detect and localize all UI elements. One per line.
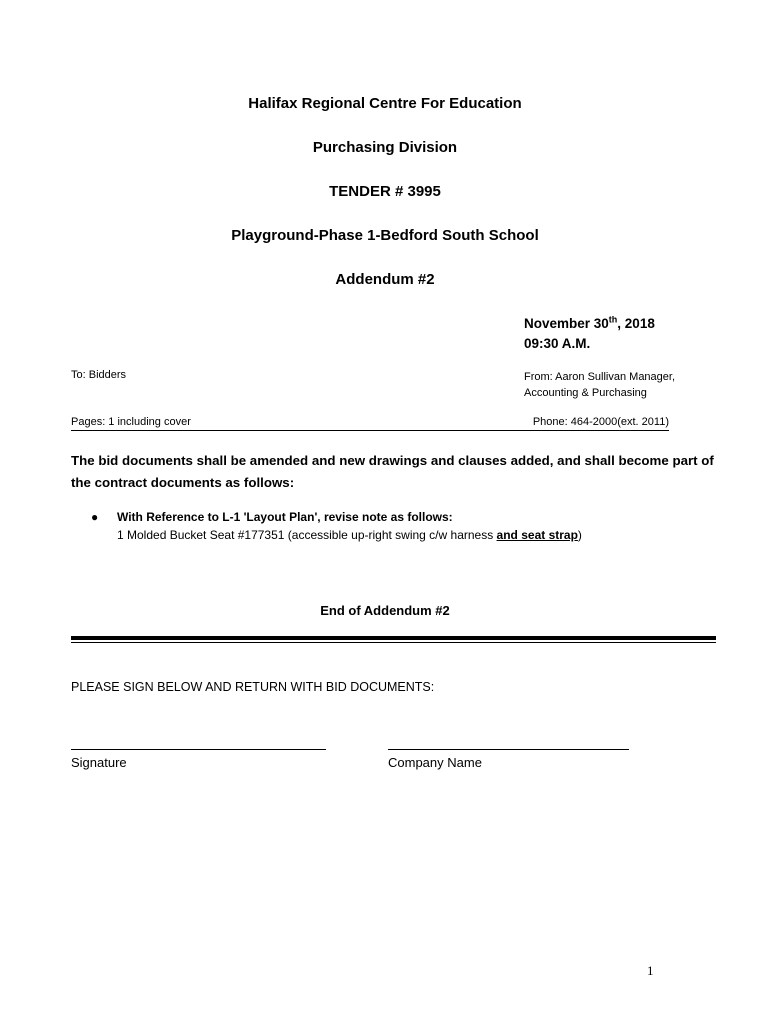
sign-instruction: PLEASE SIGN BELOW AND RETURN WITH BID DOCUMENTS: bbox=[71, 680, 435, 694]
intro-paragraph: The bid documents shall be amended and new drawings and clauses added, and shall become part of the contract documents as follows: bbox=[71, 453, 714, 490]
phone-number: Phone: 464-2000(ext. 2011) bbox=[532, 416, 669, 428]
signature-label: Signature bbox=[71, 755, 127, 770]
divider-thick bbox=[71, 636, 716, 640]
pages-phone-row bbox=[71, 416, 669, 431]
date-line bbox=[524, 314, 655, 334]
date-year: , 2018 bbox=[617, 316, 655, 331]
date-prefix: November 30 bbox=[524, 316, 609, 331]
from-line-2: Accounting & Purchasing bbox=[524, 387, 647, 399]
amendment-title: With Reference to L-1 'Layout Plan', revise note as follows: bbox=[117, 510, 453, 524]
bullet-icon: ● bbox=[91, 510, 99, 524]
page-number: 1 bbox=[647, 963, 654, 978]
from-sender bbox=[524, 369, 675, 401]
amendment-text bbox=[117, 508, 727, 544]
end-of-addendum: End of Addendum #2 bbox=[320, 603, 450, 618]
time-line: 09:30 A.M. bbox=[524, 336, 591, 351]
amendment-detail-emphasis: and seat strap bbox=[496, 528, 578, 542]
date-block bbox=[524, 314, 655, 354]
division-title: Purchasing Division bbox=[312, 139, 458, 156]
amendment-detail-text: 1 Molded Bucket Seat #177351 (accessible up-right swing c/w harness bbox=[117, 528, 497, 542]
date-suffix-sup: th bbox=[608, 314, 618, 325]
project-title: Playground-Phase 1-Bedford South School bbox=[231, 227, 539, 244]
tender-number: TENDER # 3995 bbox=[329, 183, 441, 200]
addendum-title: Addendum #2 bbox=[335, 271, 435, 288]
to-recipient: To: Bidders bbox=[71, 369, 127, 381]
company-name-label: Company Name bbox=[388, 755, 482, 770]
amendment-detail-close: ) bbox=[577, 528, 582, 542]
organization-title: Halifax Regional Centre For Education bbox=[248, 95, 522, 112]
pages-count: Pages: 1 including cover bbox=[71, 416, 191, 428]
signature-line bbox=[71, 749, 326, 750]
company-name-line bbox=[388, 749, 629, 750]
from-line-1: From: Aaron Sullivan Manager, bbox=[524, 371, 676, 383]
divider-thin bbox=[71, 642, 716, 643]
amendment-detail bbox=[117, 526, 727, 544]
